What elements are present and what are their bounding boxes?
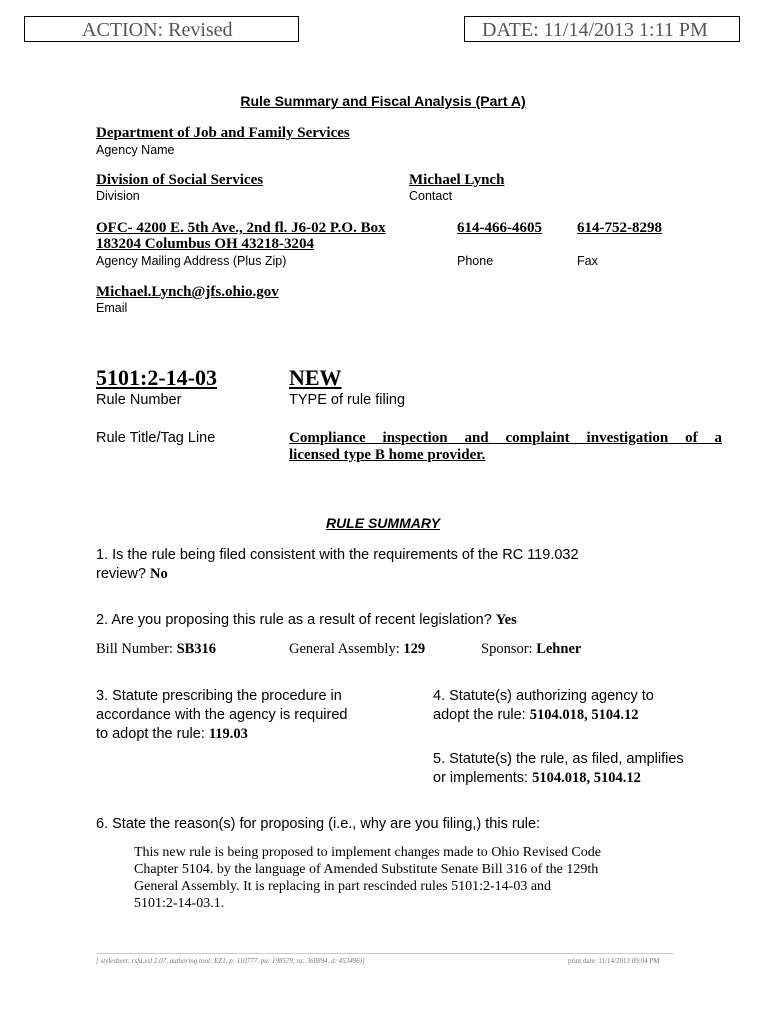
question-1 xyxy=(96,546,696,584)
question-1-line1: 1. Is the rule being filed consistent with the requirements of the RC 119.032 xyxy=(96,547,579,563)
bill-number-label: Bill Number: xyxy=(96,641,173,657)
general-assembly-value: 129 xyxy=(403,641,426,657)
phone-value: 614-466-4605 xyxy=(457,220,542,236)
division-label: Division xyxy=(96,189,140,203)
question-6-text: 6. State the reason(s) for proposing (i.e., why are you filing,) this rule: xyxy=(96,816,541,832)
rule-summary-heading: RULE SUMMARY xyxy=(325,515,441,531)
contact-value: Michael Lynch xyxy=(409,172,505,188)
question-2-text: 2. Are you proposing this rule as a result of recent legislation? xyxy=(96,612,492,628)
question-6-answer-line: This new rule is being proposed to implement changes made to Ohio Revised Code xyxy=(134,845,601,860)
date-text: DATE: 11/14/2013 1:11 PM xyxy=(482,19,708,41)
footer-stylesheet-info: [ stylesheet: rsfa.xsl 2.07, authoring tool: EZ1, p: 110777, pa: 198579, ra: 360894, d: 453496)] xyxy=(96,957,365,965)
bill-number xyxy=(96,641,216,658)
question-2-answer: Yes xyxy=(495,612,517,628)
question-2 xyxy=(96,611,517,630)
rule-title-line1: Compliance inspection and complaint investigation of a xyxy=(289,430,722,446)
question-6-answer-line: General Assembly. It is replacing in part rescinded rules 5101:2-14-03 and xyxy=(134,879,552,894)
form-title: Rule Summary and Fiscal Analysis (Part A) xyxy=(240,93,526,109)
division-value: Division of Social Services xyxy=(96,172,264,188)
rule-type-value: NEW xyxy=(289,365,342,390)
sponsor-value: Lehner xyxy=(536,641,582,657)
rule-title-label: Rule Title/Tag Line xyxy=(96,430,216,446)
question-4-line2: adopt the rule: xyxy=(433,707,526,723)
date-box xyxy=(464,16,740,42)
question-3-line3: to adopt the rule: xyxy=(96,726,205,742)
address-label: Agency Mailing Address (Plus Zip) xyxy=(96,254,287,268)
sponsor-label: Sponsor: xyxy=(481,641,533,657)
address-line2: 183204 Columbus OH 43218-3204 xyxy=(96,236,314,252)
question-3-line1: 3. Statute prescribing the procedure in xyxy=(96,688,342,704)
contact-label: Contact xyxy=(409,189,453,203)
address-line1: OFC- 4200 E. 5th Ave., 2nd fl. J6-02 P.O. Box xyxy=(96,220,386,236)
footer-rule xyxy=(96,953,674,954)
question-6-answer-line: 5101:2-14-03.1. xyxy=(134,896,225,911)
rule-number-value: 5101:2-14-03 xyxy=(96,365,217,390)
question-3-line2: accordance with the agency is required xyxy=(96,707,348,723)
rule-number-label: Rule Number xyxy=(96,392,182,408)
rule-type-label: TYPE of rule filing xyxy=(289,392,406,408)
question-5-answer: 5104.018, 5104.12 xyxy=(532,770,641,786)
question-1-answer: No xyxy=(150,566,168,582)
question-5 xyxy=(433,750,684,788)
question-1-line2: review? xyxy=(96,566,146,582)
fax-label: Fax xyxy=(577,254,598,268)
question-4-answer: 5104.018, 5104.12 xyxy=(529,707,639,723)
question-3-answer: 119.03 xyxy=(208,726,248,742)
question-6-answer-line: Chapter 5104. by the language of Amended Substitute Senate Bill 316 of the 129th xyxy=(134,862,599,877)
action-text: ACTION: Revised xyxy=(82,19,233,41)
fax-value: 614-752-8298 xyxy=(577,220,662,236)
action-box xyxy=(24,16,299,42)
general-assembly-label: General Assembly: xyxy=(289,641,400,657)
question-4-line1: 4. Statute(s) authorizing agency to xyxy=(433,688,654,704)
question-3 xyxy=(96,687,347,744)
sponsor xyxy=(481,641,581,658)
question-6-answer xyxy=(134,844,601,912)
footer-print-date: print date: 11/14/2013 09:04 PM xyxy=(568,957,660,965)
phone-label: Phone xyxy=(457,254,494,268)
email-label: Email xyxy=(96,301,128,315)
email-value: Michael.Lynch@jfs.ohio.gov xyxy=(96,284,279,300)
bill-number-value: SB316 xyxy=(176,641,217,657)
question-4 xyxy=(433,687,654,725)
question-5-line1: 5. Statute(s) the rule, as filed, amplifies xyxy=(433,751,684,767)
question-5-line2: or implements: xyxy=(433,770,529,786)
general-assembly xyxy=(289,641,425,658)
agency-name-label: Agency Name xyxy=(96,143,175,157)
agency-name-value: Department of Job and Family Services xyxy=(96,125,350,141)
rule-title-line2: licensed type B home provider. xyxy=(289,447,486,463)
